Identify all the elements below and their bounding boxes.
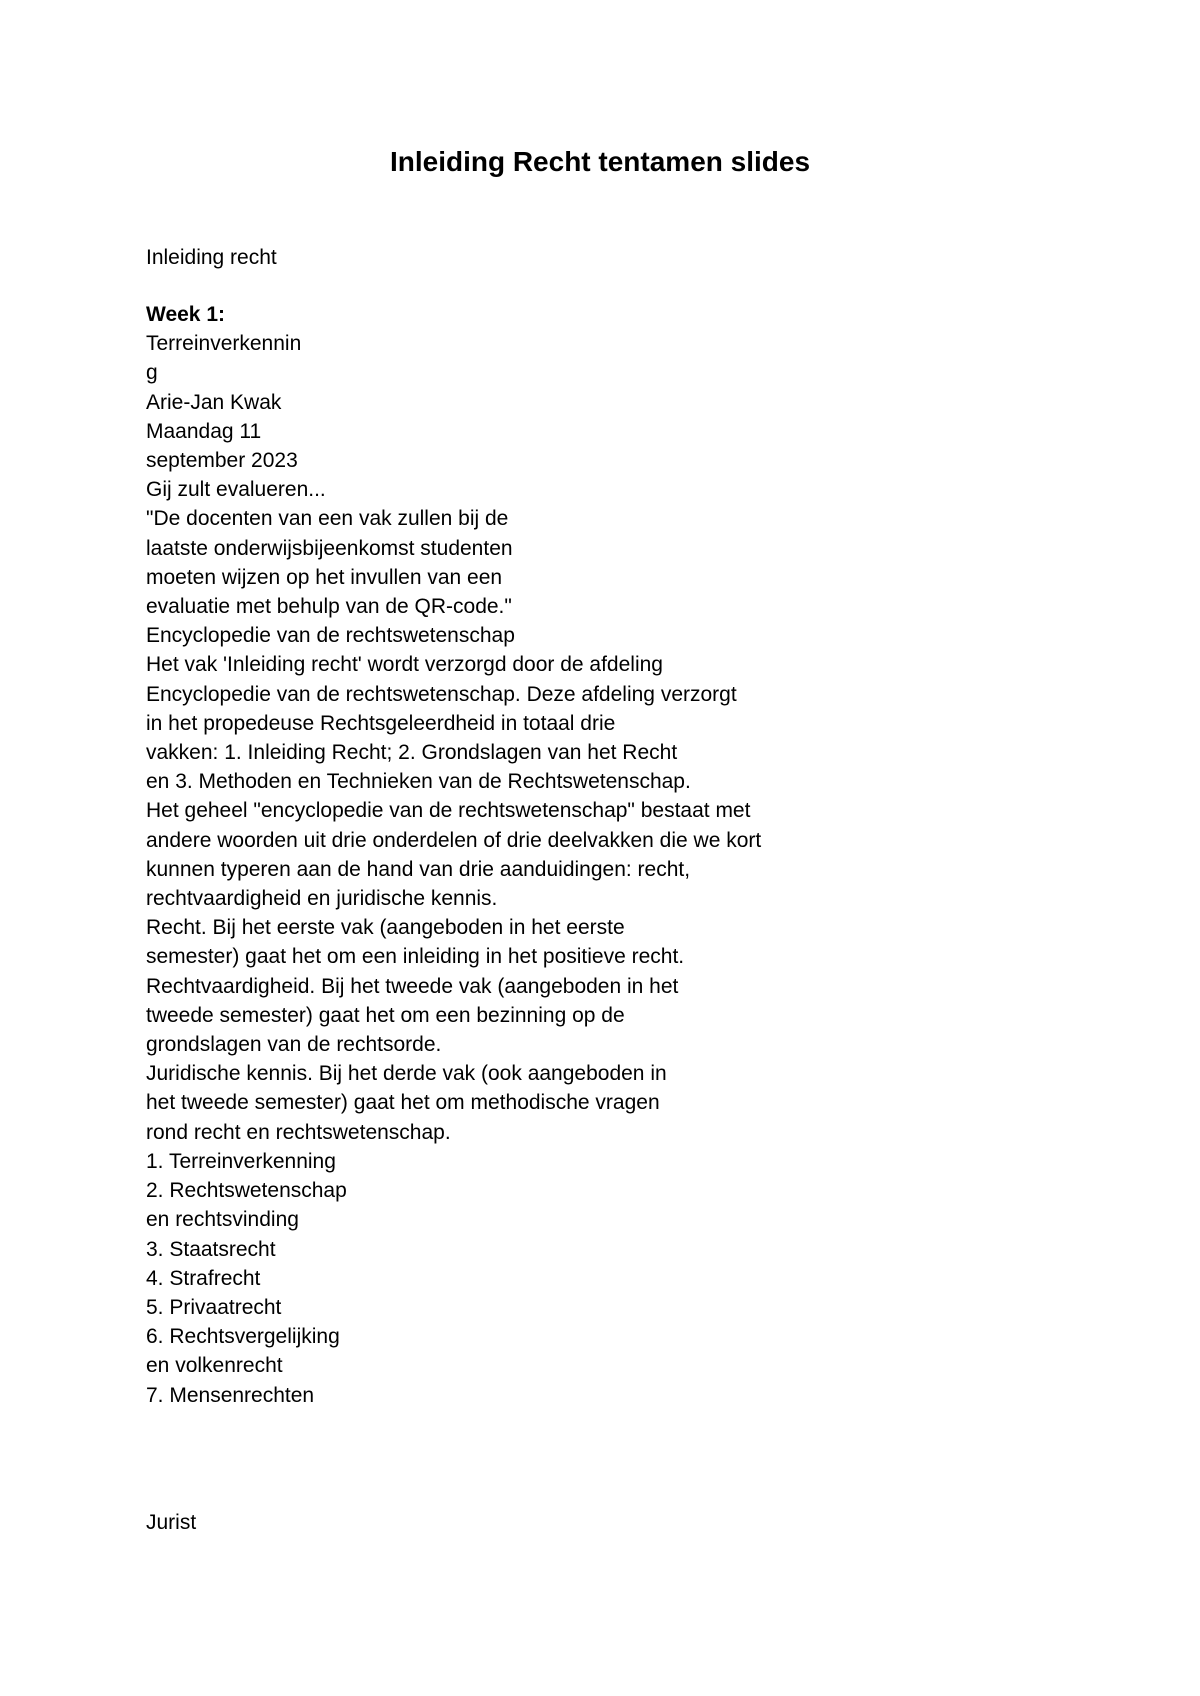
text-line: het tweede semester) gaat het om methodische vragen <box>146 1091 660 1115</box>
text-line: Terreinverkennin <box>146 332 302 356</box>
text-line: en 3. Methoden en Technieken van de Rechtswetenschap. <box>146 770 691 794</box>
text-line: Encyclopedie van de rechtswetenschap <box>146 624 515 648</box>
text-line: Juridische kennis. Bij het derde vak (ook aangeboden in <box>146 1062 667 1086</box>
text-line: laatste onderwijsbijeenkomst studenten <box>146 536 513 560</box>
text-line: tweede semester) gaat het om een bezinning op de <box>146 1003 625 1027</box>
text-line: in het propedeuse Rechtsgeleerdheid in totaal drie <box>146 711 616 735</box>
document-subtitle: Inleiding recht <box>146 246 277 269</box>
text-line: 6. Rechtsvergelijking <box>146 1325 340 1349</box>
text-line: vakken: 1. Inleiding Recht; 2. Grondslagen van het Recht <box>146 741 678 765</box>
document-body <box>146 300 1046 1410</box>
text-line: semester) gaat het om een inleiding in het positieve recht. <box>146 945 685 969</box>
text-line: 1. Terreinverkenning <box>146 1149 336 1173</box>
text-line: 7. Mensenrechten <box>146 1383 315 1407</box>
text-line: Encyclopedie van de rechtswetenschap. Deze afdeling verzorgt <box>146 682 737 706</box>
text-line: 3. Staatsrecht <box>146 1237 276 1261</box>
text-line: moeten wijzen op het invullen van een <box>146 565 503 589</box>
text-line: 2. Rechtswetenschap <box>146 1179 347 1203</box>
text-line: Het geheel "encyclopedie van de rechtswetenschap" bestaat met <box>146 799 751 823</box>
text-line: en rechtsvinding <box>146 1208 299 1232</box>
document-footer-text: Jurist <box>146 1511 197 1534</box>
text-line: Maandag 11 <box>146 419 262 443</box>
text-line: en volkenrecht <box>146 1354 283 1378</box>
text-line: grondslagen van de rechtsorde. <box>146 1033 442 1057</box>
document-title: Inleiding Recht tentamen slides <box>389 146 811 177</box>
text-line: g <box>146 361 158 385</box>
text-line: rond recht en rechtswetenschap. <box>146 1120 451 1144</box>
text-line: Arie-Jan Kwak <box>146 390 282 414</box>
text-line: "De docenten van een vak zullen bij de <box>146 507 509 531</box>
text-line: 4. Strafrecht <box>146 1266 261 1290</box>
text-line: evaluatie met behulp van de QR-code." <box>146 595 512 619</box>
text-line: 5. Privaatrecht <box>146 1295 282 1319</box>
text-line: kunnen typeren aan de hand van drie aanduidingen: recht, <box>146 857 691 881</box>
text-line: Gij zult evalueren... <box>146 478 326 502</box>
text-line: rechtvaardigheid en juridische kennis. <box>146 887 498 911</box>
text-line: Het vak 'Inleiding recht' wordt verzorgd door de afdeling <box>146 653 663 677</box>
text-line: Recht. Bij het eerste vak (aangeboden in het eerste <box>146 916 625 940</box>
text-line: Rechtvaardigheid. Bij het tweede vak (aangeboden in het <box>146 974 679 998</box>
section-heading: Week 1: <box>146 303 225 326</box>
text-line: andere woorden uit drie onderdelen of drie deelvakken die we kort <box>146 828 762 852</box>
text-line: september 2023 <box>146 449 298 473</box>
